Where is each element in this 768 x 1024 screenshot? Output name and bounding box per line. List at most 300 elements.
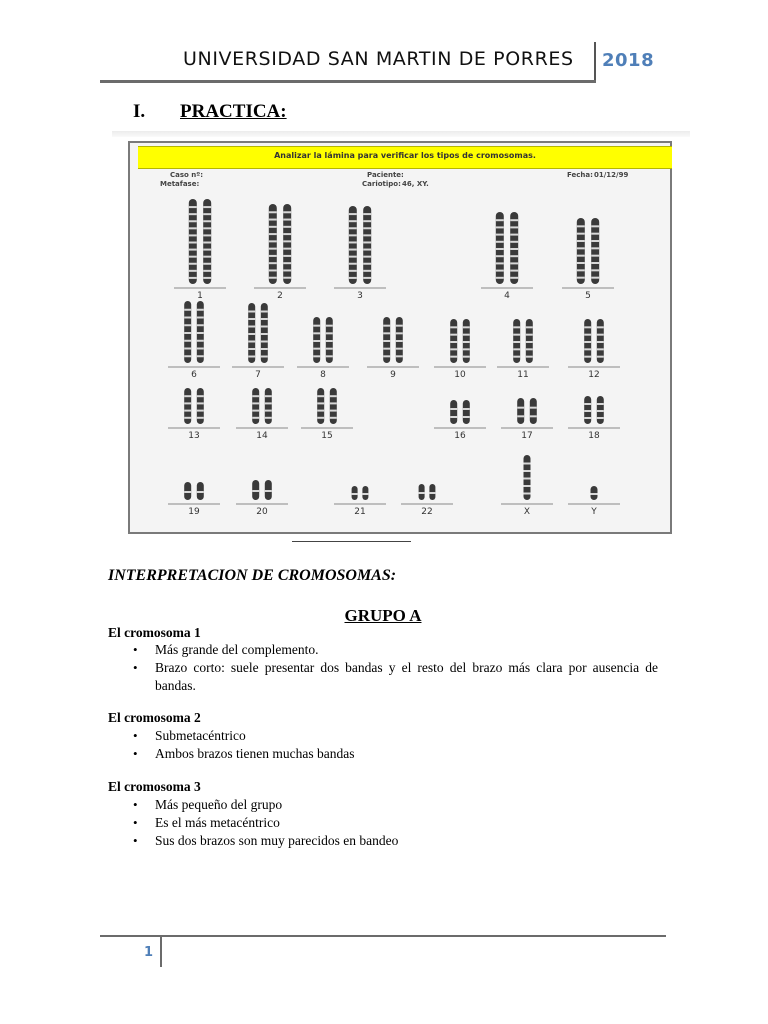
footer-rule [100,935,666,937]
chromosome-label: 12 [588,370,600,380]
chromosome-band [396,332,403,334]
chromosome-band [248,333,255,335]
chromosome-band [463,416,470,418]
chromosome-band [383,332,390,334]
chromosome-band [510,219,518,221]
chromosome [363,206,371,284]
chromosome-band [383,325,390,327]
chromosome-band [265,417,272,419]
chromosome-band [591,247,599,249]
chromosome-band [463,326,470,328]
chromosome-band [524,463,531,465]
chromosome-band [363,277,371,279]
chromosome-band [261,318,268,320]
chromosome [283,204,291,284]
chromosome-band [524,493,531,495]
chromosome-band [197,340,204,342]
chromosome-band [584,356,591,358]
chromosome-band [313,340,320,342]
chromosome-band [524,470,531,472]
chromosome-band [513,348,520,350]
chromosome-band [396,340,403,342]
chromosome-band [184,417,191,419]
chromosome-band [450,341,457,343]
chromosome-band [396,325,403,327]
chromosome-pair-X [501,455,553,517]
chromosome-pair-5 [562,218,614,301]
chromosome-band [252,395,259,397]
chromosome-band [203,256,211,258]
paciente-label: Paciente: [367,171,404,179]
karyotype-chromosomes [130,143,670,532]
cariotipo-label: Cariotipo: [362,180,401,188]
section-title: PRACTICA: [180,101,287,122]
section-number: I. [133,101,146,122]
chromosome-pair-4 [481,212,533,301]
document-header-title: UNIVERSIDAD SAN MARTIN DE PORRES [183,48,574,70]
chromosome-pair-12 [568,319,620,380]
chromosome-band [352,493,358,495]
chromosome [463,400,470,424]
chromosome-band [283,262,291,264]
chromosome-band [269,269,277,271]
chromosome-band [184,491,191,493]
chromosome-band [363,241,371,243]
chromosome-band [577,269,585,271]
header-divider [594,42,596,82]
chromosome-band [591,277,599,279]
chromosome-band [597,356,604,358]
chromosome-band [283,211,291,213]
chromosome-band [330,417,337,419]
chromosome-band [363,256,371,258]
chromosome-band [526,326,533,328]
chromosome-2-title: El cromosoma 2 [108,710,201,725]
chromosome-band [197,324,204,326]
chromosome-band [597,334,604,336]
chromosome-band [349,256,357,258]
chromosome-band [597,348,604,350]
chromosome-band [197,317,204,319]
chromosome-band [513,326,520,328]
chromosome-band [313,332,320,334]
chromosome-band [261,341,268,343]
chromosome-band [197,348,204,350]
chromosome-band [450,408,457,410]
chromosome-pair-3 [334,206,386,301]
chromosome-band [269,226,277,228]
chromosome-band [496,219,504,221]
chromosome-band [450,334,457,336]
chromosome-band [363,213,371,215]
chromosome-band [349,220,357,222]
chromosome-band [591,262,599,264]
chromosome-label: 19 [188,507,200,517]
chromosome [269,204,277,284]
chromosome-label: 6 [191,370,197,380]
chromosome-band [269,211,277,213]
chromosome-band [526,348,533,350]
group-heading [0,606,768,626]
chromosome-band [510,277,518,279]
chromosome-band [189,242,197,244]
chromosome-band [283,240,291,242]
chromosome-band [517,407,524,409]
chromosome-band [584,348,591,350]
fecha-label: Fecha: [567,171,593,179]
chromosome-band [265,402,272,404]
chromosome-band [450,416,457,418]
chromosome [517,398,524,424]
chromosome-band [283,255,291,257]
chromosome-band [363,220,371,222]
list-item: • Más grande del complemento. [133,641,658,659]
instruction-text: Analizar la lámina para verificar los tipos de cromosomas. [274,151,536,160]
chromosome-label: 7 [255,370,261,380]
chromosome-band [597,403,604,405]
chromosome-band [261,333,268,335]
chromosome-band [330,395,337,397]
chromosome-band [463,348,470,350]
chromosome-1-list [133,641,658,695]
chromosome-band [283,233,291,235]
chromosome-label: 17 [521,431,533,441]
group-heading-text: GRUPO A [344,606,422,625]
chromosome-band [510,248,518,250]
chromosome-band [269,240,277,242]
chromosome-pair-11 [497,319,549,380]
chromosome [530,398,537,424]
chromosome-label: 14 [256,431,268,441]
chromosome-band [526,334,533,336]
footer-divider [160,937,162,967]
chromosome [591,218,599,284]
chromosome-band [184,324,191,326]
chromosome [450,400,457,424]
chromosome-band [584,410,591,412]
chromosome-band [577,240,585,242]
chromosome-label: 11 [517,370,529,380]
chromosome-band [313,348,320,350]
chromosome-pair-22 [401,484,453,517]
chromosome-band [269,248,277,250]
chromosome-band [269,255,277,257]
chromosome-band [513,356,520,358]
chromosome-band [363,234,371,236]
chromosome-band [363,227,371,229]
chromosome-band [203,206,211,208]
chromosome-band [496,241,504,243]
chromosome-band [591,233,599,235]
chromosome-label: 8 [320,370,326,380]
chromosome-band [510,226,518,228]
chromosome-label: 1 [197,291,203,301]
chromosome-label: 18 [588,431,600,441]
chromosome-label: X [523,507,531,517]
chromosome-label: 3 [357,291,363,301]
chromosome-band [363,270,371,272]
chromosome-band [197,491,204,493]
chromosome-band [248,318,255,320]
chromosome-band [252,410,259,412]
header-year: 2018 [602,50,655,71]
chromosome-3-title: El cromosoma 3 [108,779,201,794]
chromosome-pair-Y [568,486,620,517]
chromosome-pair-7 [232,303,284,380]
chromosome-band [203,227,211,229]
chromosome-band [524,485,531,487]
chromosome-label: 9 [390,370,396,380]
chromosome-label: 16 [454,431,466,441]
chromosome-band [261,326,268,328]
chromosome-band [184,410,191,412]
chromosome-band [189,270,197,272]
chromosome-band [349,241,357,243]
chromosome-band [513,334,520,336]
chromosome-band [283,277,291,279]
chromosome-band [326,355,333,357]
chromosome-band [496,226,504,228]
chromosome-band [496,262,504,264]
chromosome-label: 5 [585,291,591,301]
chromosome-label: 13 [188,431,200,441]
chromosome-band [317,402,324,404]
chromosome-pair-18 [568,396,620,441]
chromosome-band [577,233,585,235]
chromosome-band [248,341,255,343]
chromosome-band [349,270,357,272]
chromosome-band [496,255,504,257]
chromosome-band [252,402,259,404]
chromosome-label: 20 [256,507,268,517]
chromosome-band [383,355,390,357]
chromosome-band [283,226,291,228]
chromosome-band [463,408,470,410]
chromosome-band [383,340,390,342]
chromosome-band [584,417,591,419]
chromosome-band [591,269,599,271]
chromosome-band [252,490,259,492]
chromosome-band [326,340,333,342]
list-item: • Ambos brazos tienen muchas bandas [133,745,658,763]
chromosome-band [189,220,197,222]
chromosome-band [269,262,277,264]
chromosome-band [463,334,470,336]
chromosome-band [577,277,585,279]
chromosome-band [510,255,518,257]
chromosome-band [189,249,197,251]
chromosome-band [313,325,320,327]
chromosome-band [496,277,504,279]
chromosome-band [261,356,268,358]
chromosome-band [189,263,197,265]
chromosome-band [577,247,585,249]
caso-label: Caso nº: [170,171,204,179]
chromosome-band [197,309,204,311]
chromosome-pair-10 [434,319,486,380]
chromosome-band [197,395,204,397]
chromosome-band [584,403,591,405]
chromosome-band [203,249,211,251]
list-item: • Brazo corto: suele presentar dos bandas y el resto del brazo más clara por ausencia de bandas. [133,659,658,695]
chromosome-band [326,325,333,327]
chromosome-band [510,241,518,243]
chromosome-band [184,402,191,404]
chromosome-band [383,348,390,350]
list-item: • Es el más metacéntrico [133,814,658,832]
chromosome-band [184,340,191,342]
chromosome-band [496,234,504,236]
chromosome-band [248,356,255,358]
chromosome-band [597,417,604,419]
chromosome-band [450,356,457,358]
list-item: • Más pequeño del grupo [133,796,658,814]
chromosome-band [197,355,204,357]
chromosome-band [197,332,204,334]
chromosome-band [265,410,272,412]
chromosome-band [203,263,211,265]
chromosome-band [577,262,585,264]
chromosome-pair-17 [501,398,553,441]
chromosome-band [197,417,204,419]
chromosome-band [203,213,211,215]
chromosome-band [326,348,333,350]
chromosome-band [269,233,277,235]
chromosome-band [530,415,537,417]
chromosome-band [463,356,470,358]
chromosome-band [591,225,599,227]
chromosome-label: 10 [454,370,466,380]
chromosome-band [597,326,604,328]
chromosome-band [317,410,324,412]
chromosome [349,206,357,284]
chromosome-band [317,417,324,419]
chromosome-band [269,277,277,279]
chromosome-band [396,355,403,357]
chromosome-pair-2 [254,204,306,301]
fecha-value: 01/12/99 [594,171,629,179]
chromosome-band [203,234,211,236]
chromosome-band [203,277,211,279]
chromosome-band [283,219,291,221]
chromosome-band [450,348,457,350]
chromosome-band [349,263,357,265]
chromosome-band [189,213,197,215]
chromosome-band [591,255,599,257]
chromosome-2-list [133,727,658,763]
interpretation-heading: INTERPRETACION DE CROMOSOMAS: [108,567,397,584]
chromosome-band [265,490,272,492]
chromosome-band [510,262,518,264]
chromosome-band [326,332,333,334]
chromosome-band [269,219,277,221]
chromosome-band [313,355,320,357]
chromosome-band [526,356,533,358]
chromosome-band [184,355,191,357]
chromosome-band [396,348,403,350]
chromosome-1-title: El cromosoma 1 [108,625,201,640]
chromosome-band [591,493,598,495]
karyotype-figure [128,141,672,534]
chromosome-band [496,248,504,250]
chromosome-band [265,395,272,397]
chromosome-pair-21 [334,486,386,517]
chromosome-band [184,317,191,319]
chromosome-band [317,395,324,397]
chromosome-band [362,493,368,495]
chromosome-band [510,234,518,236]
chromosome-band [248,311,255,313]
chromosome-band [189,277,197,279]
chromosome-label: 2 [277,291,283,301]
chromosome-band [330,410,337,412]
chromosome-band [577,225,585,227]
chromosome-band [349,234,357,236]
chromosome-band [189,227,197,229]
chromosome-band [203,242,211,244]
chromosome-band [591,240,599,242]
chromosome-pair-6 [168,301,220,380]
chromosome-band [349,213,357,215]
chromosome-pair-8 [297,317,349,380]
chromosome-label: 4 [504,291,510,301]
chromosome-band [517,415,524,417]
chromosome-band [197,402,204,404]
metafase-label: Metafase: [160,180,200,188]
chromosome-band [510,270,518,272]
chromosome-band [261,348,268,350]
chromosome-band [349,227,357,229]
chromosome-3-list [133,796,658,850]
chromosome-pair-1 [174,199,226,301]
chromosome-pair-16 [434,400,486,441]
chromosome-label: 22 [421,507,433,517]
chromosome-band [252,417,259,419]
chromosome-band [184,395,191,397]
chromosome-band [283,248,291,250]
header-rule [100,80,596,83]
chromosome-pair-14 [236,388,288,441]
chromosome-band [577,255,585,257]
chromosome-band [524,478,531,480]
chromosome-pair-13 [168,388,220,441]
chromosome-band [597,341,604,343]
figure-caption-rule [292,541,411,542]
chromosome-label: Y [591,507,597,517]
list-item: • Submetacéntrico [133,727,658,745]
chromosome-band [203,270,211,272]
chromosome-band [450,326,457,328]
chromosome-band [584,341,591,343]
chromosome-band [189,256,197,258]
chromosome-band [363,249,371,251]
chromosome-pair-20 [236,480,288,517]
chromosome-band [419,492,425,494]
chromosome-band [597,410,604,412]
figure-top-shadow [112,131,690,137]
chromosome-band [184,309,191,311]
chromosome-band [363,263,371,265]
chromosome-band [584,334,591,336]
chromosome-band [496,270,504,272]
chromosome-band [526,341,533,343]
chromosome-band [248,326,255,328]
cariotipo-value: 46, XY. [402,180,429,188]
chromosome-band [530,407,537,409]
page-number: 1 [144,945,154,960]
list-item: • Sus dos brazos son muy parecidos en bandeo [133,832,658,850]
chromosome-band [349,277,357,279]
